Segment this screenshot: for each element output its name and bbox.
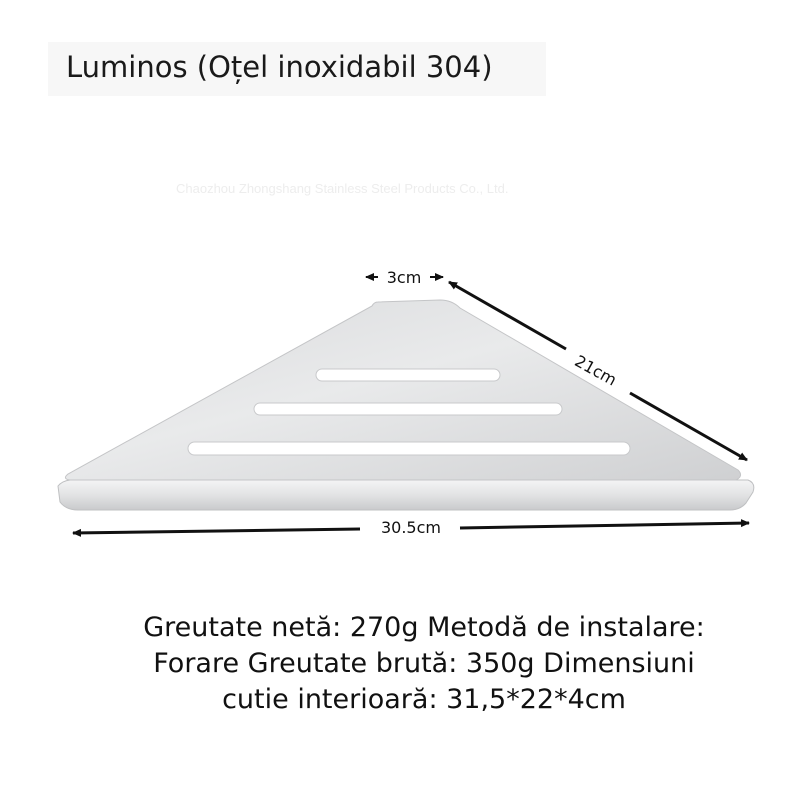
top-edge-label: 3cm xyxy=(386,268,422,287)
shelf-front-edge xyxy=(58,480,754,510)
drain-slot-top xyxy=(316,369,500,381)
specs-line-2: Forare Greutate brută: 350g Dimensiuni xyxy=(153,648,695,679)
specs-line-3: cutie interioară: 31,5*22*4cm xyxy=(222,684,626,715)
specs-line-1: Greutate netă: 270g Metodă de instalare: xyxy=(143,612,705,643)
width-arrow-right xyxy=(460,523,749,528)
drain-slot-middle xyxy=(254,403,562,415)
product-title: Luminos (Oțel inoxidabil 304) xyxy=(66,50,493,84)
company-watermark: Chaozhou Zhongshang Stainless Steel Products Co., Ltd. xyxy=(176,181,509,196)
drain-slot-bottom xyxy=(188,442,630,455)
specifications-text xyxy=(60,610,788,718)
width-arrow-left xyxy=(73,529,360,533)
width-label: 30.5cm xyxy=(380,518,442,537)
side-label: 21cm xyxy=(571,351,620,390)
